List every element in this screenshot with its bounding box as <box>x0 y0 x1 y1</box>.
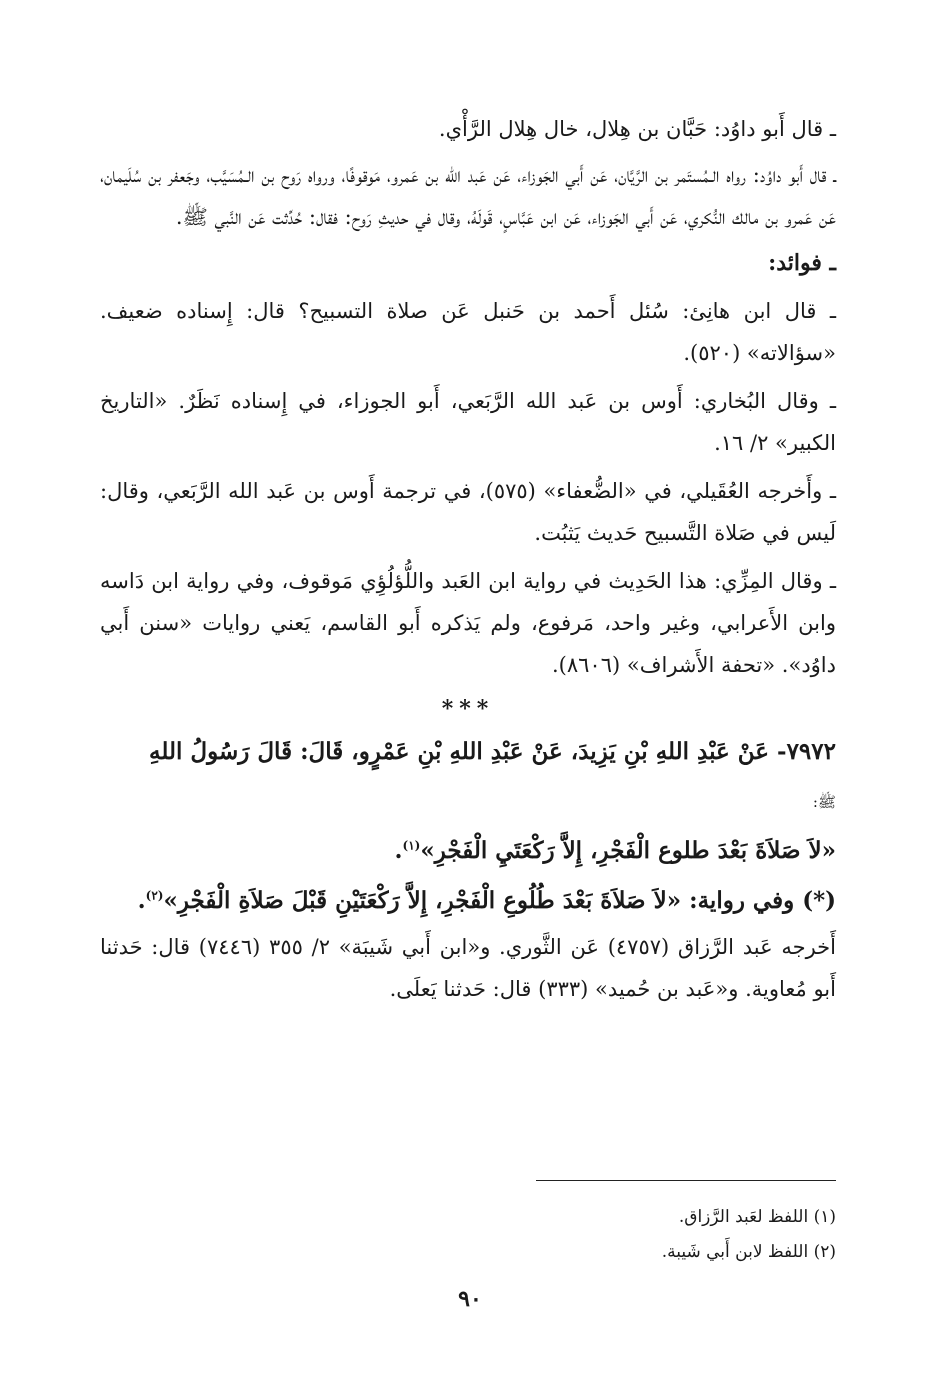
paragraph-abu-dawud-2: ـ قال أَبو داوُد: رواه الـمُستَمر بن الرَّيَّان، عَن أَبي الجَوزاء، عَن عَبد الله بن عَمرو، مَوقوفًا، ورواه رَوح بن الـمُسَيَّب، وجَعفر بن سُلَيمان، عَن عَمرو بن مالك النُّكري، عَن أَبي الجَوزاء، عَن ابن عَبَّاسٍ، قَولَهُ، وقال في حديثِ رَوح: فقال: حُدِّثت عَن النَّبي ﷺ. <box>100 163 836 229</box>
section-heading-fawaid: ـ فوائد: <box>768 250 836 276</box>
hadith-isnad <box>100 728 836 826</box>
hadith-matn: «لاَ صَلاَةَ بَعْدَ طلوع الْفَجْرِ، إِلاَّ رَكْعَتَيِ الْفَجْرِ»$^{(١)}$. <box>394 837 836 864</box>
footnote-ref-2: (٢) <box>145 888 164 903</box>
footnotes <box>100 1200 836 1270</box>
page-number: ٩٠ <box>458 1286 482 1312</box>
footnote-divider <box>536 1180 836 1181</box>
salla-symbol: ﷺ: <box>812 793 836 811</box>
paragraph-abu-dawud-1: ـ قال أَبو داوُد: حَبَّان بن هِلال، خال هِلال الرَّأْي. <box>438 117 836 141</box>
riwaya-end: . <box>137 887 146 914</box>
hadith-riwaya-text: (*) وفي رواية: «لاَ صَلاَةَ بَعْدَ طُلُوعِ الْفَجْرِ، إِلاَّ رَكْعَتَيْنِ قَبْلَ صَلاَةِ الْفَجْرِ» <box>163 887 836 914</box>
paragraph-mizzi: ـ وقال المِزِّي: هذا الحَدِيث في رواية ابن العَبد واللُّؤلُؤِي مَوقوف، وفي رواية ابن دَاسه وابن الأَعرابي، وغير واحد، مَرفوع، ولم يَذكره أَبو القاسم، يَعني روايات «سنن أَبي داوُد». «تحفة الأَشراف» (٨٦٠٦). <box>100 569 836 677</box>
hadith-isnad-text: ٧٩٧٢- عَنْ عَبْدِ اللهِ بْنِ يَزِيدَ، عَنْ عَبْدِ اللهِ بْنِ عَمْرٍو، قَالَ: قَالَ رَسُولُ اللهِ <box>149 738 836 765</box>
footnote-ref-1: (١) <box>402 838 421 853</box>
footnote-1: (١) اللفظ لعَبد الرَّزاق. <box>678 1207 836 1227</box>
hadith-takhrij: أَخرجه عَبد الرَّزاق (٤٧٥٧) عَن الثَّوري. و«ابن أَبي شَيبَة» ٢/ ٣٥٥ (٧٤٤٦) قال: حَدثنا أَبو مُعاوية. و«عَبد بن حُميد» (٣٣٣) قال: حَدثنا يَعلَى. <box>100 935 836 1001</box>
section-separator: *** <box>441 696 495 722</box>
paragraph-ibn-hani: ـ قال ابن هانِئ: سُئل أَحمد بن حَنبل عَن صلاة التسبيح؟ قال: إِسناده ضعيف. «سؤالاته» (٥٢٠). <box>100 299 836 365</box>
main-text <box>100 108 836 1010</box>
footnote-2: (٢) اللفظ لابن أَبي شَيبة. <box>661 1242 836 1262</box>
hadith-matn-text: «لاَ صَلاَةَ بَعْدَ طلوع الْفَجْرِ، إِلاَّ رَكْعَتَيِ الْفَجْرِ» <box>420 837 836 864</box>
paragraph-bukhari: ـ وقال البُخاري: أَوس بن عَبد الله الرَّبَعي، أَبو الجوزاء، في إِسناده نَظَرٌ. «التاريخ الكبير» ٢/ ١٦. <box>100 389 836 455</box>
hadith-riwaya <box>100 876 836 926</box>
paragraph-uqayli: ـ وأَخرجه العُقَيلي، في «الضُّعفاء» (٥٧٥)، في ترجمة أَوس بن عَبد الله الرَّبَعي، وقال: لَيس في صَلاة التَّسبيح حَديث يَثبُت. <box>100 479 836 545</box>
